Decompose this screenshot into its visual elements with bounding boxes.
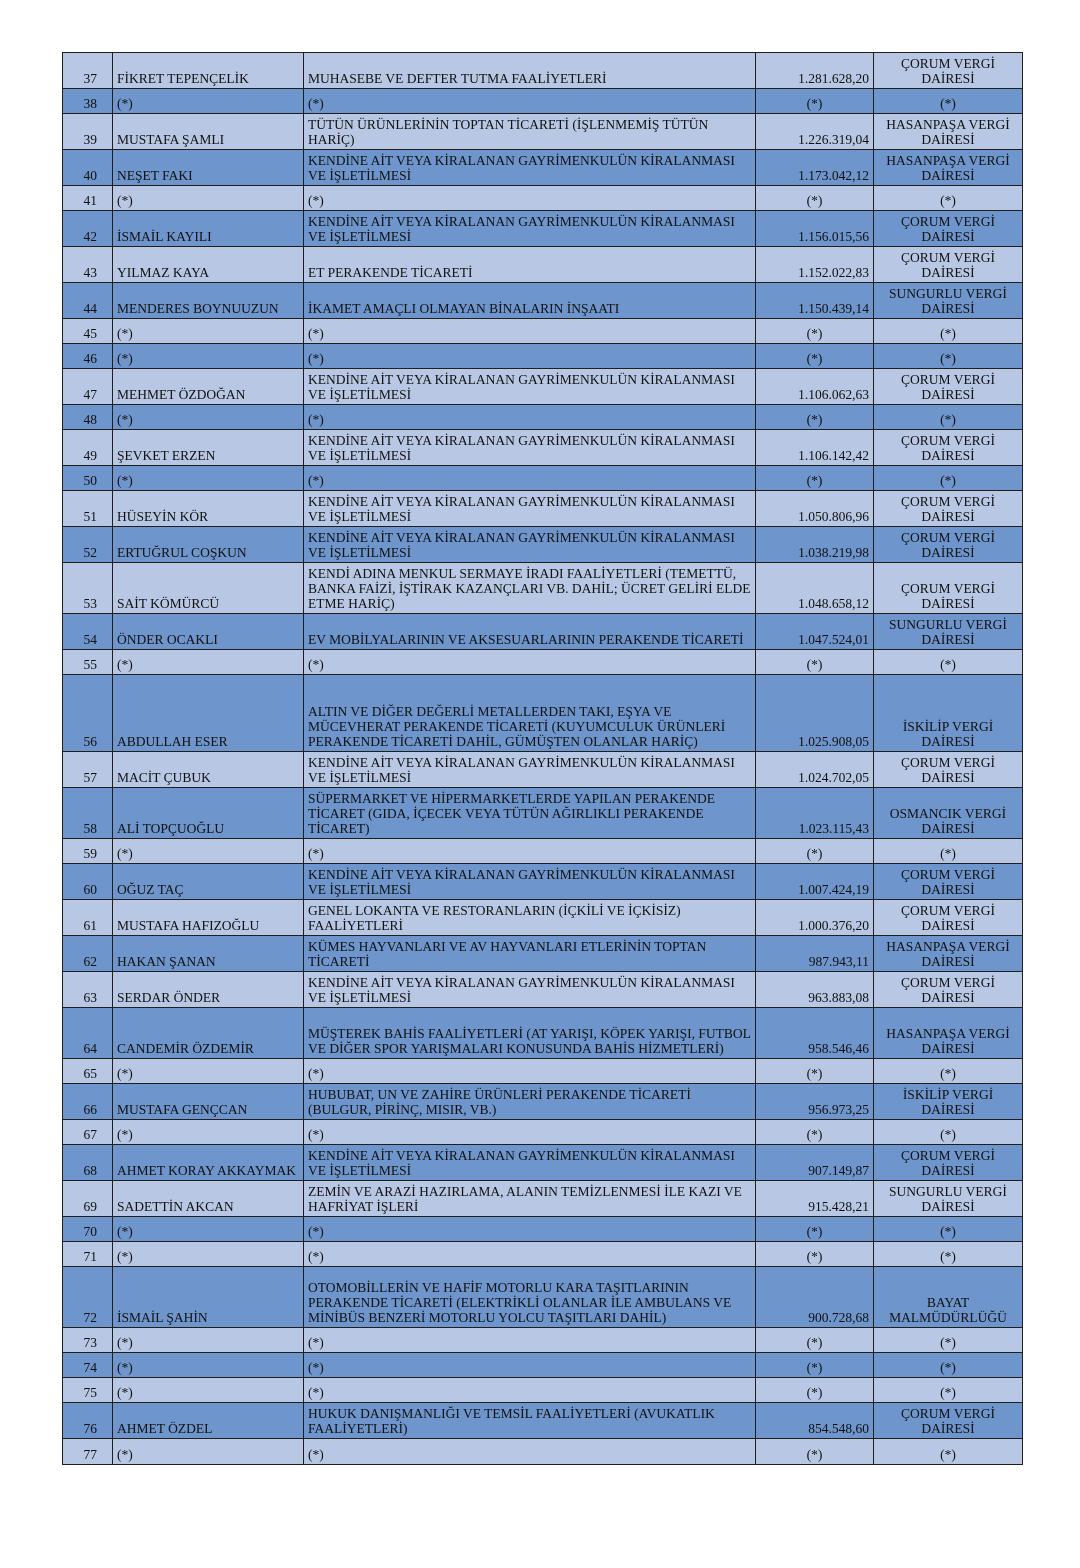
taxpayer-name: MUSTAFA HAFIZOĞLU — [113, 900, 304, 936]
taxpayer-name: (*) — [113, 89, 304, 114]
amount-value: (*) — [756, 344, 874, 369]
taxpayer-name: ÖNDER OCAKLI — [113, 614, 304, 650]
amount-value: 1.152.022,83 — [756, 247, 874, 283]
taxpayer-name: (*) — [113, 186, 304, 211]
table-row — [63, 1217, 1023, 1242]
table-row — [63, 972, 1023, 1008]
row-number: 66 — [63, 1084, 113, 1120]
tax-office: HASANPAŞA VERGİ DAİRESİ — [874, 150, 1023, 186]
taxpayer-name: SERDAR ÖNDER — [113, 972, 304, 1008]
activity-description: KENDİNE AİT VEYA KİRALANAN GAYRİMENKULÜN KİRALANMASI VE İŞLETİLMESİ — [304, 211, 756, 247]
activity-description: (*) — [304, 405, 756, 430]
taxpayer-name: ABDULLAH ESER — [113, 675, 304, 752]
activity-description: MUHASEBE VE DEFTER TUTMA FAALİYETLERİ — [304, 53, 756, 89]
amount-value: (*) — [756, 1242, 874, 1267]
amount-value: 900.728,68 — [756, 1267, 874, 1328]
table-row — [63, 563, 1023, 614]
taxpayer-name: OĞUZ TAÇ — [113, 864, 304, 900]
activity-description: (*) — [304, 1378, 756, 1403]
tax-office: (*) — [874, 1059, 1023, 1084]
taxpayer-name: HÜSEYİN KÖR — [113, 491, 304, 527]
table-row — [63, 247, 1023, 283]
taxpayer-name: İSMAİL KAYILI — [113, 211, 304, 247]
taxpayer-name: MEHMET ÖZDOĞAN — [113, 369, 304, 405]
activity-description: (*) — [304, 319, 756, 344]
tax-office: ÇORUM VERGİ DAİRESİ — [874, 491, 1023, 527]
activity-description: KENDİNE AİT VEYA KİRALANAN GAYRİMENKULÜN KİRALANMASI VE İŞLETİLMESİ — [304, 369, 756, 405]
row-number: 41 — [63, 186, 113, 211]
activity-description: HUKUK DANIŞMANLIĞI VE TEMSİL FAALİYETLERİ (AVUKATLIK FAALİYETLERİ) — [304, 1403, 756, 1439]
amount-value: (*) — [756, 1059, 874, 1084]
amount-value: 1.047.524,01 — [756, 614, 874, 650]
table-row — [63, 150, 1023, 186]
taxpayer-name: AHMET KORAY AKKAYMAK — [113, 1145, 304, 1181]
tax-office: ÇORUM VERGİ DAİRESİ — [874, 900, 1023, 936]
tax-office: BAYAT MALMÜDÜRLÜĞÜ — [874, 1267, 1023, 1328]
activity-description: (*) — [304, 650, 756, 675]
taxpayer-name: ALİ TOPÇUOĞLU — [113, 788, 304, 839]
taxpayer-name: AHMET ÖZDEL — [113, 1403, 304, 1439]
activity-description: (*) — [304, 1120, 756, 1145]
table-row — [63, 211, 1023, 247]
row-number: 45 — [63, 319, 113, 344]
row-number: 58 — [63, 788, 113, 839]
tax-office: (*) — [874, 1439, 1023, 1465]
amount-value: (*) — [756, 1217, 874, 1242]
amount-value: 956.973,25 — [756, 1084, 874, 1120]
activity-description: (*) — [304, 89, 756, 114]
row-number: 39 — [63, 114, 113, 150]
activity-description: (*) — [304, 1328, 756, 1353]
table-row — [63, 430, 1023, 466]
activity-description: ET PERAKENDE TİCARETİ — [304, 247, 756, 283]
tax-office: ÇORUM VERGİ DAİRESİ — [874, 211, 1023, 247]
amount-value: 907.149,87 — [756, 1145, 874, 1181]
taxpayer-table — [62, 52, 1023, 1465]
tax-office: (*) — [874, 89, 1023, 114]
amount-value: 1.156.015,56 — [756, 211, 874, 247]
amount-value: (*) — [756, 1120, 874, 1145]
activity-description: (*) — [304, 466, 756, 491]
table-row — [63, 53, 1023, 89]
table-row — [63, 1267, 1023, 1328]
table-row — [63, 1059, 1023, 1084]
activity-description: KENDİNE AİT VEYA KİRALANAN GAYRİMENKULÜN KİRALANMASI VE İŞLETİLMESİ — [304, 150, 756, 186]
row-number: 43 — [63, 247, 113, 283]
activity-description: (*) — [304, 1059, 756, 1084]
amount-value: 1.025.908,05 — [756, 675, 874, 752]
table-row — [63, 1439, 1023, 1465]
taxpayer-name: HAKAN ŞANAN — [113, 936, 304, 972]
row-number: 60 — [63, 864, 113, 900]
activity-description: KENDİNE AİT VEYA KİRALANAN GAYRİMENKULÜN KİRALANMASI VE İŞLETİLMESİ — [304, 1145, 756, 1181]
taxpayer-name: (*) — [113, 466, 304, 491]
amount-value: (*) — [756, 405, 874, 430]
tax-office: SUNGURLU VERGİ DAİRESİ — [874, 283, 1023, 319]
tax-office: (*) — [874, 319, 1023, 344]
table-row — [63, 186, 1023, 211]
amount-value: 1.024.702,05 — [756, 752, 874, 788]
activity-description: KENDİ ADINA MENKUL SERMAYE İRADI FAALİYETLERİ (TEMETTÜ, BANKA FAİZİ, İŞTİRAK KAZANÇLARI VB. DAHİL; ÜCRET GELİRİ ELDE ETME HARİÇ) — [304, 563, 756, 614]
taxpayer-name: (*) — [113, 839, 304, 864]
tax-office: ÇORUM VERGİ DAİRESİ — [874, 864, 1023, 900]
activity-description: (*) — [304, 839, 756, 864]
row-number: 53 — [63, 563, 113, 614]
table-row — [63, 1242, 1023, 1267]
row-number: 62 — [63, 936, 113, 972]
tax-office: (*) — [874, 1378, 1023, 1403]
taxpayer-name: SAİT KÖMÜRCÜ — [113, 563, 304, 614]
row-number: 76 — [63, 1403, 113, 1439]
activity-description: KÜMES HAYVANLARI VE AV HAYVANLARI ETLERİNİN TOPTAN TİCARETİ — [304, 936, 756, 972]
taxpayer-name: MENDERES BOYNUUZUN — [113, 283, 304, 319]
activity-description: İKAMET AMAÇLI OLMAYAN BİNALARIN İNŞAATI — [304, 283, 756, 319]
tax-office: (*) — [874, 1353, 1023, 1378]
amount-value: 1.050.806,96 — [756, 491, 874, 527]
amount-value: (*) — [756, 1328, 874, 1353]
taxpayer-name: MUSTAFA GENÇCAN — [113, 1084, 304, 1120]
table-row — [63, 319, 1023, 344]
tax-office: ÇORUM VERGİ DAİRESİ — [874, 247, 1023, 283]
amount-value: 1.106.062,63 — [756, 369, 874, 405]
amount-value: 1.048.658,12 — [756, 563, 874, 614]
amount-value: (*) — [756, 89, 874, 114]
row-number: 65 — [63, 1059, 113, 1084]
activity-description: EV MOBİLYALARININ VE AKSESUARLARININ PERAKENDE TİCARETİ — [304, 614, 756, 650]
amount-value: (*) — [756, 1353, 874, 1378]
row-number: 46 — [63, 344, 113, 369]
tax-office: ÇORUM VERGİ DAİRESİ — [874, 752, 1023, 788]
tax-office: İSKİLİP VERGİ DAİRESİ — [874, 675, 1023, 752]
amount-value: 963.883,08 — [756, 972, 874, 1008]
amount-value: 1.023.115,43 — [756, 788, 874, 839]
table-body — [63, 53, 1023, 1465]
row-number: 40 — [63, 150, 113, 186]
activity-description: (*) — [304, 1353, 756, 1378]
row-number: 50 — [63, 466, 113, 491]
table-row — [63, 675, 1023, 752]
taxpayer-name: (*) — [113, 650, 304, 675]
row-number: 52 — [63, 527, 113, 563]
row-number: 56 — [63, 675, 113, 752]
row-number: 57 — [63, 752, 113, 788]
row-number: 67 — [63, 1120, 113, 1145]
row-number: 71 — [63, 1242, 113, 1267]
table-row — [63, 1120, 1023, 1145]
taxpayer-name: İSMAİL ŞAHİN — [113, 1267, 304, 1328]
table-row — [63, 839, 1023, 864]
tax-office: OSMANCIK VERGİ DAİRESİ — [874, 788, 1023, 839]
activity-description: ALTIN VE DİĞER DEĞERLİ METALLERDEN TAKI, EŞYA VE MÜCEVHERAT PERAKENDE TİCARETİ (KUYUMCULUK ÜRÜNLERİ PERAKENDE TİCARETİ DAHİL, GÜMÜŞTEN OLANLAR HARİÇ) — [304, 675, 756, 752]
table-row — [63, 1328, 1023, 1353]
taxpayer-name: CANDEMİR ÖZDEMİR — [113, 1008, 304, 1059]
tax-office: ÇORUM VERGİ DAİRESİ — [874, 369, 1023, 405]
taxpayer-name: (*) — [113, 319, 304, 344]
row-number: 63 — [63, 972, 113, 1008]
row-number: 55 — [63, 650, 113, 675]
table-row — [63, 89, 1023, 114]
row-number: 59 — [63, 839, 113, 864]
row-number: 69 — [63, 1181, 113, 1217]
row-number: 77 — [63, 1439, 113, 1465]
row-number: 38 — [63, 89, 113, 114]
table-row — [63, 1403, 1023, 1439]
row-number: 54 — [63, 614, 113, 650]
taxpayer-name: ŞEVKET ERZEN — [113, 430, 304, 466]
table-row — [63, 900, 1023, 936]
amount-value: (*) — [756, 466, 874, 491]
amount-value: (*) — [756, 650, 874, 675]
taxpayer-name: MACİT ÇUBUK — [113, 752, 304, 788]
amount-value: 1.007.424,19 — [756, 864, 874, 900]
activity-description: KENDİNE AİT VEYA KİRALANAN GAYRİMENKULÜN KİRALANMASI VE İŞLETİLMESİ — [304, 527, 756, 563]
row-number: 47 — [63, 369, 113, 405]
row-number: 37 — [63, 53, 113, 89]
table-row — [63, 752, 1023, 788]
table-row — [63, 369, 1023, 405]
table-row — [63, 650, 1023, 675]
row-number: 70 — [63, 1217, 113, 1242]
table-row — [63, 936, 1023, 972]
amount-value: 1.038.219,98 — [756, 527, 874, 563]
amount-value: 1.226.319,04 — [756, 114, 874, 150]
activity-description: TÜTÜN ÜRÜNLERİNİN TOPTAN TİCARETİ (İŞLENMEMİŞ TÜTÜN HARİÇ) — [304, 114, 756, 150]
tax-office: (*) — [874, 1120, 1023, 1145]
table-row — [63, 466, 1023, 491]
table-row — [63, 344, 1023, 369]
amount-value: 1.173.042,12 — [756, 150, 874, 186]
row-number: 42 — [63, 211, 113, 247]
taxpayer-name: (*) — [113, 405, 304, 430]
amount-value: (*) — [756, 839, 874, 864]
amount-value: (*) — [756, 186, 874, 211]
activity-description: (*) — [304, 1242, 756, 1267]
table-row — [63, 788, 1023, 839]
table-row — [63, 1181, 1023, 1217]
table-row — [63, 491, 1023, 527]
taxpayer-name: (*) — [113, 1120, 304, 1145]
tax-office: İSKİLİP VERGİ DAİRESİ — [874, 1084, 1023, 1120]
table-row — [63, 1145, 1023, 1181]
tax-office: (*) — [874, 344, 1023, 369]
amount-value: 958.546,46 — [756, 1008, 874, 1059]
table-row — [63, 405, 1023, 430]
taxpayer-name: (*) — [113, 1439, 304, 1465]
amount-value: (*) — [756, 319, 874, 344]
activity-description: SÜPERMARKET VE HİPERMARKETLERDE YAPILAN PERAKENDE TİCARET (GIDA, İÇECEK VEYA TÜTÜN AĞIRLIKLI PERAKENDE TİCARET) — [304, 788, 756, 839]
activity-description: HUBUBAT, UN VE ZAHİRE ÜRÜNLERİ PERAKENDE TİCARETİ (BULGUR, PİRİNÇ, MISIR, VB.) — [304, 1084, 756, 1120]
taxpayer-name: NEŞET FAKI — [113, 150, 304, 186]
taxpayer-name: FİKRET TEPENÇELİK — [113, 53, 304, 89]
taxpayer-name: (*) — [113, 1242, 304, 1267]
taxpayer-name: SADETTİN AKCAN — [113, 1181, 304, 1217]
row-number: 74 — [63, 1353, 113, 1378]
tax-office: (*) — [874, 1328, 1023, 1353]
tax-office: SUNGURLU VERGİ DAİRESİ — [874, 614, 1023, 650]
tax-office: (*) — [874, 839, 1023, 864]
row-number: 75 — [63, 1378, 113, 1403]
activity-description: (*) — [304, 1439, 756, 1465]
row-number: 72 — [63, 1267, 113, 1328]
tax-office: HASANPAŞA VERGİ DAİRESİ — [874, 936, 1023, 972]
taxpayer-name: (*) — [113, 1328, 304, 1353]
row-number: 64 — [63, 1008, 113, 1059]
activity-description: ZEMİN VE ARAZİ HAZIRLAMA, ALANIN TEMİZLENMESİ İLE KAZI VE HAFRİYAT İŞLERİ — [304, 1181, 756, 1217]
taxpayer-name: (*) — [113, 1378, 304, 1403]
table-row — [63, 864, 1023, 900]
taxpayer-name: (*) — [113, 1353, 304, 1378]
activity-description: KENDİNE AİT VEYA KİRALANAN GAYRİMENKULÜN KİRALANMASI VE İŞLETİLMESİ — [304, 972, 756, 1008]
tax-office: ÇORUM VERGİ DAİRESİ — [874, 563, 1023, 614]
amount-value: 1.281.628,20 — [756, 53, 874, 89]
amount-value: 854.548,60 — [756, 1403, 874, 1439]
tax-office: ÇORUM VERGİ DAİRESİ — [874, 1403, 1023, 1439]
amount-value: 1.000.376,20 — [756, 900, 874, 936]
row-number: 49 — [63, 430, 113, 466]
row-number: 48 — [63, 405, 113, 430]
tax-office: HASANPAŞA VERGİ DAİRESİ — [874, 114, 1023, 150]
activity-description: (*) — [304, 1217, 756, 1242]
row-number: 44 — [63, 283, 113, 319]
taxpayer-name: YILMAZ KAYA — [113, 247, 304, 283]
activity-description: KENDİNE AİT VEYA KİRALANAN GAYRİMENKULÜN KİRALANMASI VE İŞLETİLMESİ — [304, 430, 756, 466]
taxpayer-name: ERTUĞRUL COŞKUN — [113, 527, 304, 563]
amount-value: (*) — [756, 1439, 874, 1465]
tax-office: (*) — [874, 186, 1023, 211]
row-number: 51 — [63, 491, 113, 527]
amount-value: 915.428,21 — [756, 1181, 874, 1217]
activity-description: KENDİNE AİT VEYA KİRALANAN GAYRİMENKULÜN KİRALANMASI VE İŞLETİLMESİ — [304, 491, 756, 527]
activity-description: KENDİNE AİT VEYA KİRALANAN GAYRİMENKULÜN KİRALANMASI VE İŞLETİLMESİ — [304, 752, 756, 788]
activity-description: MÜŞTEREK BAHİS FAALİYETLERİ (AT YARIŞI, KÖPEK YARIŞI, FUTBOL VE DİĞER SPOR YARIŞMALARI KONUSUNDA BAHİS HİZMETLERİ) — [304, 1008, 756, 1059]
tax-office: (*) — [874, 1217, 1023, 1242]
table-row — [63, 527, 1023, 563]
activity-description: OTOMOBİLLERİN VE HAFİF MOTORLU KARA TAŞITLARININ PERAKENDE TİCARETİ (ELEKTRİKLİ OLANLAR İLE AMBULANS VE MİNİBÜS BENZERİ MOTORLU YOLCU TAŞITLARI DAHİL) — [304, 1267, 756, 1328]
row-number: 73 — [63, 1328, 113, 1353]
activity-description: GENEL LOKANTA VE RESTORANLARIN (İÇKİLİ VE İÇKİSİZ) FAALİYETLERİ — [304, 900, 756, 936]
tax-office: (*) — [874, 466, 1023, 491]
amount-value: 987.943,11 — [756, 936, 874, 972]
amount-value: 1.106.142,42 — [756, 430, 874, 466]
tax-office: (*) — [874, 405, 1023, 430]
tax-office: ÇORUM VERGİ DAİRESİ — [874, 1145, 1023, 1181]
amount-value: 1.150.439,14 — [756, 283, 874, 319]
table-row — [63, 1084, 1023, 1120]
tax-office: ÇORUM VERGİ DAİRESİ — [874, 430, 1023, 466]
taxpayer-name: (*) — [113, 344, 304, 369]
tax-office: ÇORUM VERGİ DAİRESİ — [874, 972, 1023, 1008]
row-number: 68 — [63, 1145, 113, 1181]
activity-description: (*) — [304, 344, 756, 369]
table-row — [63, 1378, 1023, 1403]
activity-description: KENDİNE AİT VEYA KİRALANAN GAYRİMENKULÜN KİRALANMASI VE İŞLETİLMESİ — [304, 864, 756, 900]
amount-value: (*) — [756, 1378, 874, 1403]
taxpayer-name: (*) — [113, 1217, 304, 1242]
tax-office: (*) — [874, 1242, 1023, 1267]
tax-office: SUNGURLU VERGİ DAİRESİ — [874, 1181, 1023, 1217]
table-row — [63, 1008, 1023, 1059]
table-row — [63, 114, 1023, 150]
tax-office: HASANPAŞA VERGİ DAİRESİ — [874, 1008, 1023, 1059]
activity-description: (*) — [304, 186, 756, 211]
tax-office: (*) — [874, 650, 1023, 675]
taxpayer-name: (*) — [113, 1059, 304, 1084]
tax-office: ÇORUM VERGİ DAİRESİ — [874, 527, 1023, 563]
tax-office: ÇORUM VERGİ DAİRESİ — [874, 53, 1023, 89]
row-number: 61 — [63, 900, 113, 936]
taxpayer-name: MUSTAFA ŞAMLI — [113, 114, 304, 150]
table-row — [63, 614, 1023, 650]
table-row — [63, 1353, 1023, 1378]
table-row — [63, 283, 1023, 319]
